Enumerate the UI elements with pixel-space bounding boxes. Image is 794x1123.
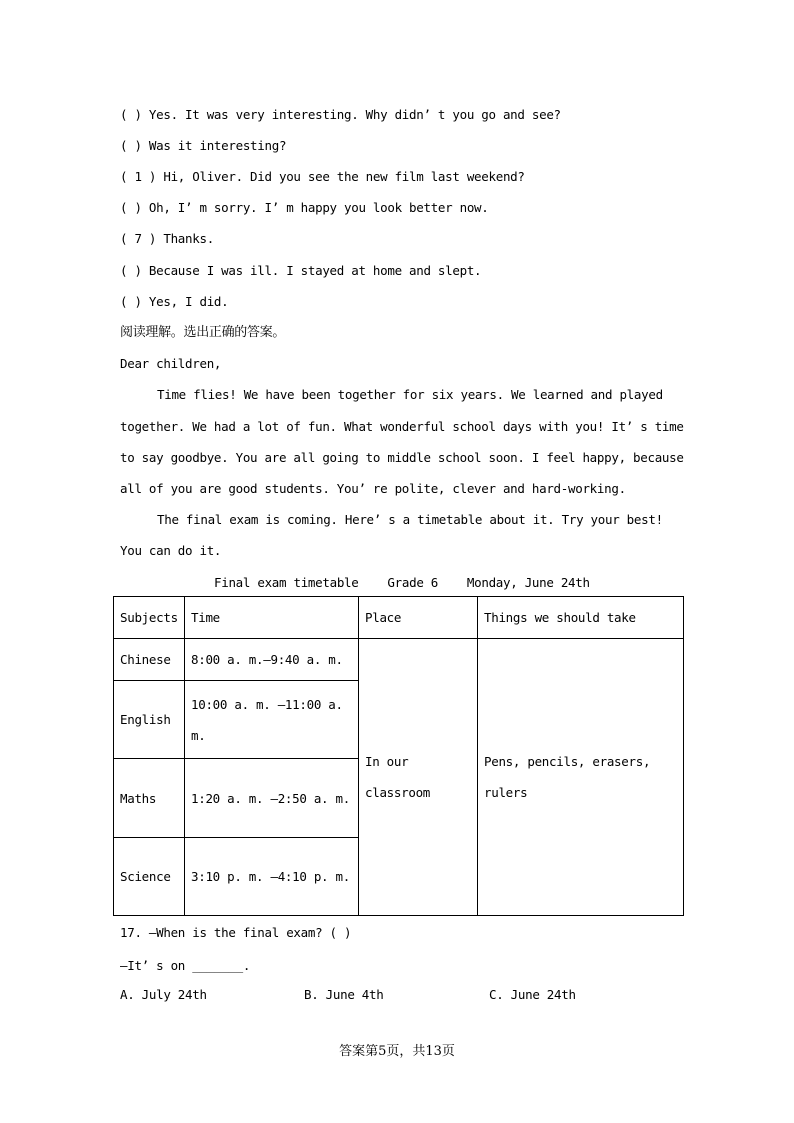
table-row — [114, 639, 684, 681]
time-cell: 10:00 a. m. —11:00 a. m. — [185, 681, 359, 759]
header-place: Place — [359, 597, 478, 639]
letter-greeting: Dear children, — [120, 356, 222, 371]
timetable-caption: Final exam timetable Grade 6 Monday, June 24th — [214, 575, 590, 590]
dialogue-line-6: ( ) Because I was ill. I stayed at home and slept. — [120, 263, 482, 278]
header-time: Time — [185, 597, 359, 639]
page-footer: 答案第5页，共13页 — [339, 1044, 455, 1059]
question-17: 17. —When is the final exam? ( ) — [120, 925, 352, 940]
option-a: A. July 24th — [120, 987, 207, 1002]
letter-p1-line-4: all of you are good students. You’ re polite, clever and hard-working. — [120, 481, 626, 496]
time-cell: 8:00 a. m.—9:40 a. m. — [185, 639, 359, 681]
header-subjects: Subjects — [114, 597, 185, 639]
time-cell: 3:10 p. m. —4:10 p. m. — [185, 838, 359, 916]
dialogue-line-7: ( ) Yes, I did. — [120, 294, 229, 309]
subject-cell: Science — [114, 838, 185, 916]
place-cell: In our classroom — [359, 639, 478, 916]
subject-cell: Maths — [114, 759, 185, 838]
section-title: 阅读理解。选出正确的答案。 — [120, 325, 286, 340]
option-b: B. June 4th — [304, 987, 384, 1002]
letter-p2-line-2: You can do it. — [120, 543, 222, 558]
letter-p1-line-2: together. We had a lot of fun. What wonderful school days with you! It’ s time — [120, 419, 684, 434]
time-cell: 1:20 a. m. —2:50 a. m. — [185, 759, 359, 838]
question-17-answer-line: —It’ s on _______. — [120, 958, 251, 973]
option-c: C. June 24th — [489, 987, 576, 1002]
exam-timetable — [113, 596, 684, 916]
table-header-row — [114, 597, 684, 639]
things-cell: Pens, pencils, erasers, rulers — [478, 639, 684, 916]
subject-cell: Chinese — [114, 639, 185, 681]
letter-p1-line-1: Time flies! We have been together for six years. We learned and played — [157, 387, 663, 402]
dialogue-line-3: ( 1 ) Hi, Oliver. Did you see the new film last weekend? — [120, 169, 525, 184]
letter-p2-line-1: The final exam is coming. Here’ s a timetable about it. Try your best! — [157, 512, 663, 527]
dialogue-line-4: ( ) Oh, I’ m sorry. I’ m happy you look better now. — [120, 200, 489, 215]
dialogue-line-5: ( 7 ) Thanks. — [120, 231, 214, 246]
dialogue-line-1: ( ) Yes. It was very interesting. Why didn’ t you go and see? — [120, 107, 561, 122]
dialogue-line-2: ( ) Was it interesting? — [120, 138, 287, 153]
subject-cell: English — [114, 681, 185, 759]
header-things: Things we should take — [478, 597, 684, 639]
letter-p1-line-3: to say goodbye. You are all going to middle school soon. I feel happy, because — [120, 450, 684, 465]
